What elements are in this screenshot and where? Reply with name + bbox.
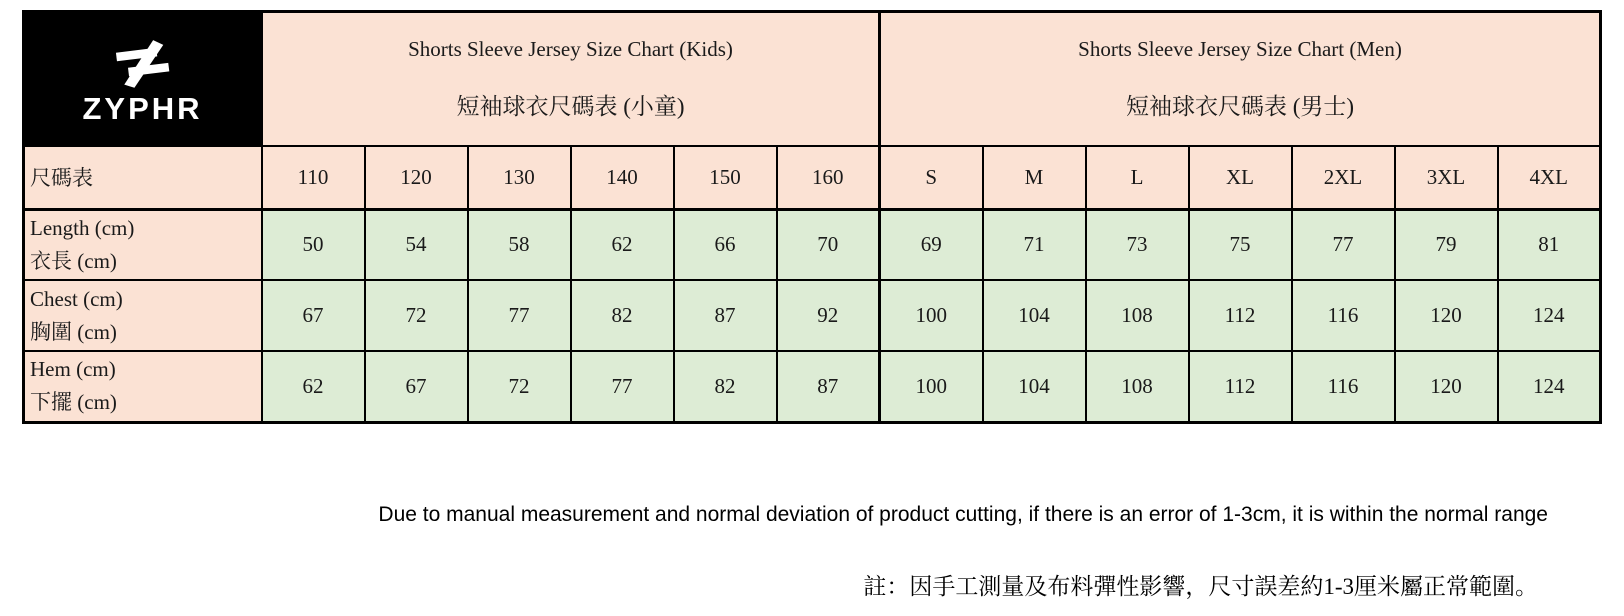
hem-men-value: 104: [983, 351, 1086, 422]
chest-men-value: 120: [1395, 280, 1498, 351]
length-row: [24, 209, 1601, 280]
hem-kids-value: 62: [262, 351, 365, 422]
length-kids-value: 70: [777, 209, 880, 280]
kids-section-title: [262, 12, 880, 147]
men-size: 2XL: [1292, 146, 1395, 209]
length-kids-value: 58: [468, 209, 571, 280]
chest-men-value: 100: [880, 280, 983, 351]
length-kids-value: 50: [262, 209, 365, 280]
length-men-value: 79: [1395, 209, 1498, 280]
measurement-note-zh: 註：因手工測量及布料彈性影響，尺寸誤差約1-3厘米屬正常範圍。: [863, 574, 1538, 599]
hem-kids-value: 67: [365, 351, 468, 422]
row-label-chest: Chest (cm) 胸圍 (cm): [24, 280, 262, 351]
chest-kids-value: 92: [777, 280, 880, 351]
men-size: M: [983, 146, 1086, 209]
size-header-row: [24, 146, 1601, 209]
kids-title-en: Shorts Sleeve Jersey Size Chart (Kids): [408, 37, 733, 61]
men-title-zh: 短袖球衣尺碼表 (男士): [1125, 94, 1355, 119]
length-men-value: 75: [1189, 209, 1292, 280]
row-label-hem: Hem (cm) 下擺 (cm): [24, 351, 262, 422]
chest-kids-value: 82: [571, 280, 674, 351]
kids-size: 140: [571, 146, 674, 209]
kids-size: 160: [777, 146, 880, 209]
men-size: 4XL: [1498, 146, 1601, 209]
length-men-value: 69: [880, 209, 983, 280]
hem-kids-value: 72: [468, 351, 571, 422]
kids-size: 130: [468, 146, 571, 209]
kids-size: 110: [262, 146, 365, 209]
chest-men-value: 124: [1498, 280, 1601, 351]
chest-men-value: 112: [1189, 280, 1292, 351]
chest-kids-value: 72: [365, 280, 468, 351]
chest-kids-value: 87: [674, 280, 777, 351]
not-equal-icon: [104, 35, 182, 89]
length-kids-value: 62: [571, 209, 674, 280]
men-size: XL: [1189, 146, 1292, 209]
hem-men-value: 100: [880, 351, 983, 422]
kids-size: 150: [674, 146, 777, 209]
length-men-value: 73: [1086, 209, 1189, 280]
hem-men-value: 116: [1292, 351, 1395, 422]
men-title-en: Shorts Sleeve Jersey Size Chart (Men): [1078, 37, 1402, 61]
hem-kids-value: 87: [777, 351, 880, 422]
chest-men-value: 104: [983, 280, 1086, 351]
hem-kids-value: 82: [674, 351, 777, 422]
hem-men-value: 120: [1395, 351, 1498, 422]
men-size: S: [880, 146, 983, 209]
length-men-value: 77: [1292, 209, 1395, 280]
length-kids-value: 54: [365, 209, 468, 280]
chest-men-value: 108: [1086, 280, 1189, 351]
chest-kids-value: 77: [468, 280, 571, 351]
men-size: L: [1086, 146, 1189, 209]
chest-men-value: 116: [1292, 280, 1395, 351]
length-men-value: 71: [983, 209, 1086, 280]
kids-size: 120: [365, 146, 468, 209]
hem-kids-value: 77: [571, 351, 674, 422]
men-size: 3XL: [1395, 146, 1498, 209]
brand-logo-cell: [24, 12, 262, 147]
brand-logo: [25, 35, 260, 124]
hem-men-value: 124: [1498, 351, 1601, 422]
length-men-value: 81: [1498, 209, 1601, 280]
chest-kids-value: 67: [262, 280, 365, 351]
size-chart-table: [22, 10, 1602, 424]
hem-men-value: 112: [1189, 351, 1292, 422]
hem-row: [24, 351, 1601, 422]
row-label-length: Length (cm) 衣長 (cm): [24, 209, 262, 280]
measurement-note-en: Due to manual measurement and normal deviation of product cutting, if there is an error of 1-3cm, it is within the normal range: [378, 503, 1548, 526]
men-section-title: [880, 12, 1601, 147]
hem-men-value: 108: [1086, 351, 1189, 422]
chest-row: [24, 280, 1601, 351]
brand-name: ZYPHR: [82, 90, 203, 126]
kids-title-zh: 短袖球衣尺碼表 (小童): [456, 94, 685, 119]
length-kids-value: 66: [674, 209, 777, 280]
corner-label: 尺碼表: [24, 146, 262, 209]
